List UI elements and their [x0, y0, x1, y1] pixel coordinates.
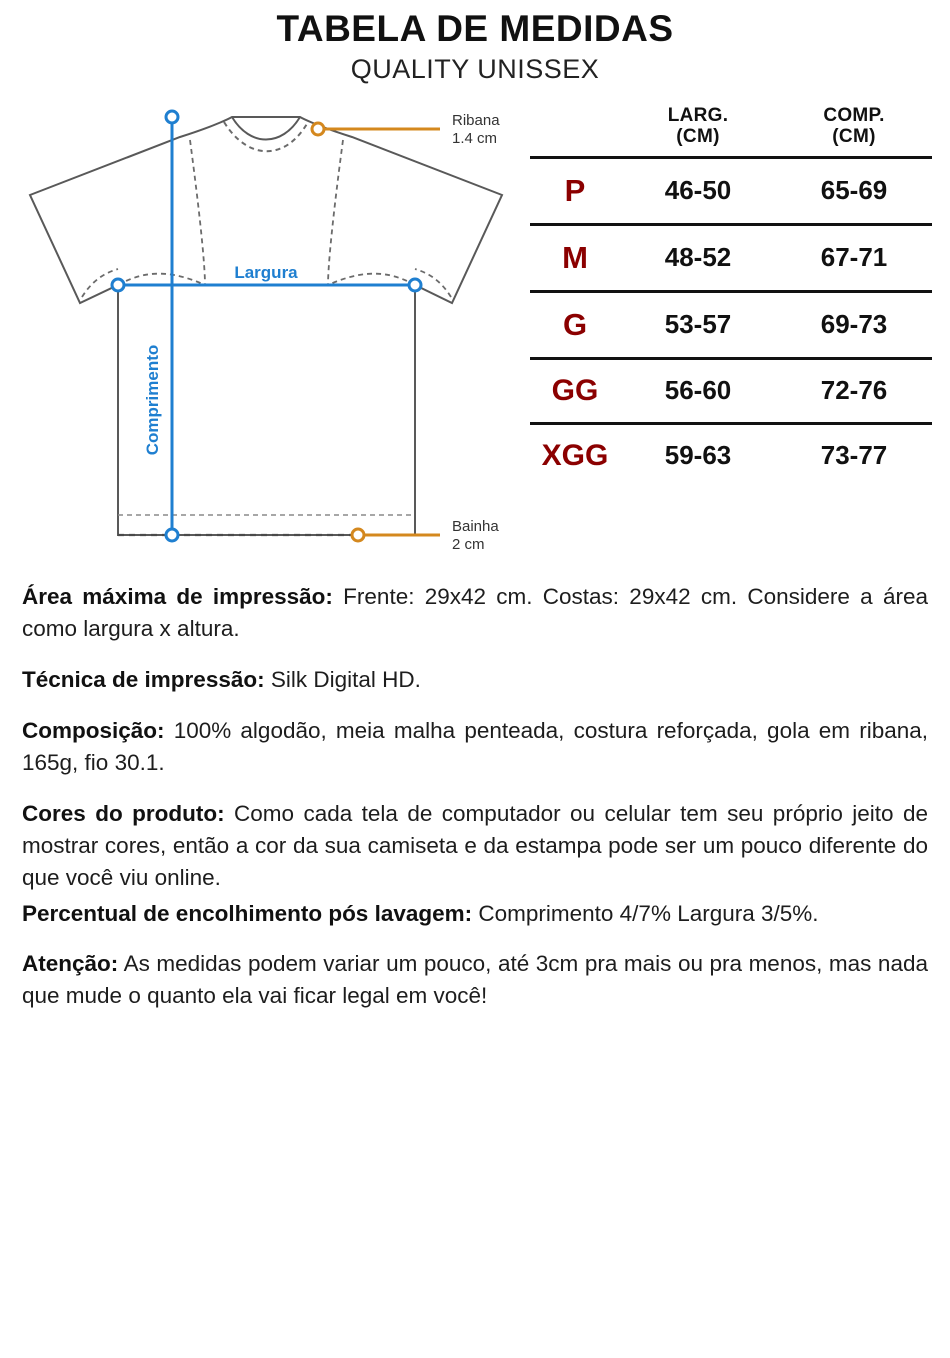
table-row — [530, 157, 932, 224]
info-atencao-label: Atenção: — [22, 951, 119, 977]
info-cores-label: Cores do produto: — [22, 800, 225, 826]
size-label: P — [530, 157, 620, 224]
largura-value: 59-63 — [664, 440, 732, 471]
comprimento-value: 72-76 — [776, 358, 932, 423]
comprimento-value: 69-73 — [776, 291, 932, 358]
info-atencao — [22, 948, 928, 1012]
comprimento-value: 67-71 — [776, 224, 932, 291]
table-header-row — [530, 105, 932, 157]
table-row — [530, 358, 932, 423]
info-tecnica-label: Técnica de impressão: — [22, 666, 265, 692]
header-largura-line1: LARG. — [667, 105, 729, 126]
header-comprimento-line1: COMP. — [823, 105, 885, 126]
size-label: M — [530, 224, 620, 291]
bainha-endpoint — [352, 529, 364, 541]
info-atencao-text: As medidas podem variar um pouco, até 3cm pra mais ou pra menos, mas nada que mude o quanto ela vai ficar legal em você! — [22, 951, 928, 1009]
info-composicao-text: 100% algodão, meia malha penteada, costura reforçada, gola em ribana, 165g, fio 30.1. — [22, 717, 928, 775]
header-largura-line2: (CM) — [676, 126, 720, 148]
size-label: XGG — [541, 438, 609, 472]
ribana-label: Ribana — [452, 112, 500, 129]
ribana-value: 1.4 cm — [452, 130, 498, 147]
comprimento-endpoint-top — [166, 111, 178, 123]
info-composicao-label: Composição: — [22, 717, 165, 743]
product-info-text — [0, 581, 950, 1012]
largura-value: 53-57 — [620, 291, 776, 358]
info-cores-text: Como cada tela de computador ou celular tem seu próprio jeito de mostrar cores, então a cor da sua camiseta e da estampa pode ser um pouco diferente do que você viu online. — [22, 800, 928, 890]
comprimento-value: 65-69 — [776, 157, 932, 224]
info-encolhimento — [22, 898, 928, 930]
size-label: GG — [530, 358, 620, 423]
size-label: G — [530, 291, 620, 358]
bainha-label: Bainha — [452, 518, 499, 535]
info-tecnica-text: Silk Digital HD. — [264, 666, 421, 692]
tshirt-diagram — [0, 95, 530, 565]
measurements-table — [530, 105, 932, 487]
shirt-outline — [30, 117, 502, 535]
info-area-text: Frente: 29x42 cm. Costas: 29x42 cm. Considere a área como largura x altura. — [22, 584, 928, 641]
largura-value: 56-60 — [620, 358, 776, 423]
largura-label: Largura — [234, 263, 298, 282]
bainha-value: 2 cm — [452, 536, 485, 553]
info-cores-produto — [22, 798, 928, 894]
comprimento-endpoint-bottom — [166, 529, 178, 541]
comprimento-label: Comprimento — [143, 344, 162, 456]
table-row — [530, 423, 932, 487]
info-tecnica-impressao — [22, 664, 928, 696]
info-area-impressao — [22, 581, 928, 645]
header-comprimento — [776, 105, 932, 157]
largura-value: 48-52 — [620, 224, 776, 291]
info-encolhimento-label: Percentual de encolhimento pós lavagem: — [22, 900, 473, 926]
header-size-blank — [530, 105, 620, 157]
largura-endpoint-left — [112, 279, 124, 291]
header-comprimento-line2: (CM) — [832, 126, 876, 148]
measurements-table-wrap — [530, 95, 950, 487]
header-largura — [620, 105, 776, 157]
info-area-label: Área máxima de impressão: — [22, 584, 333, 609]
ribana-endpoint — [312, 123, 324, 135]
tshirt-svg — [0, 95, 530, 565]
info-composicao — [22, 715, 928, 779]
page-subtitle: QUALITY UNISSEX — [350, 54, 600, 84]
table-row — [530, 224, 932, 291]
chart-upper-section — [0, 95, 950, 575]
size-chart-page — [0, 8, 950, 1358]
page-title: TABELA DE MEDIDAS — [276, 8, 674, 49]
comprimento-value: 73-77 — [820, 440, 888, 471]
largura-endpoint-right — [409, 279, 421, 291]
info-encolhimento-text: Comprimento 4/7% Largura 3/5%. — [472, 900, 819, 926]
largura-value: 46-50 — [620, 157, 776, 224]
table-row — [530, 291, 932, 358]
